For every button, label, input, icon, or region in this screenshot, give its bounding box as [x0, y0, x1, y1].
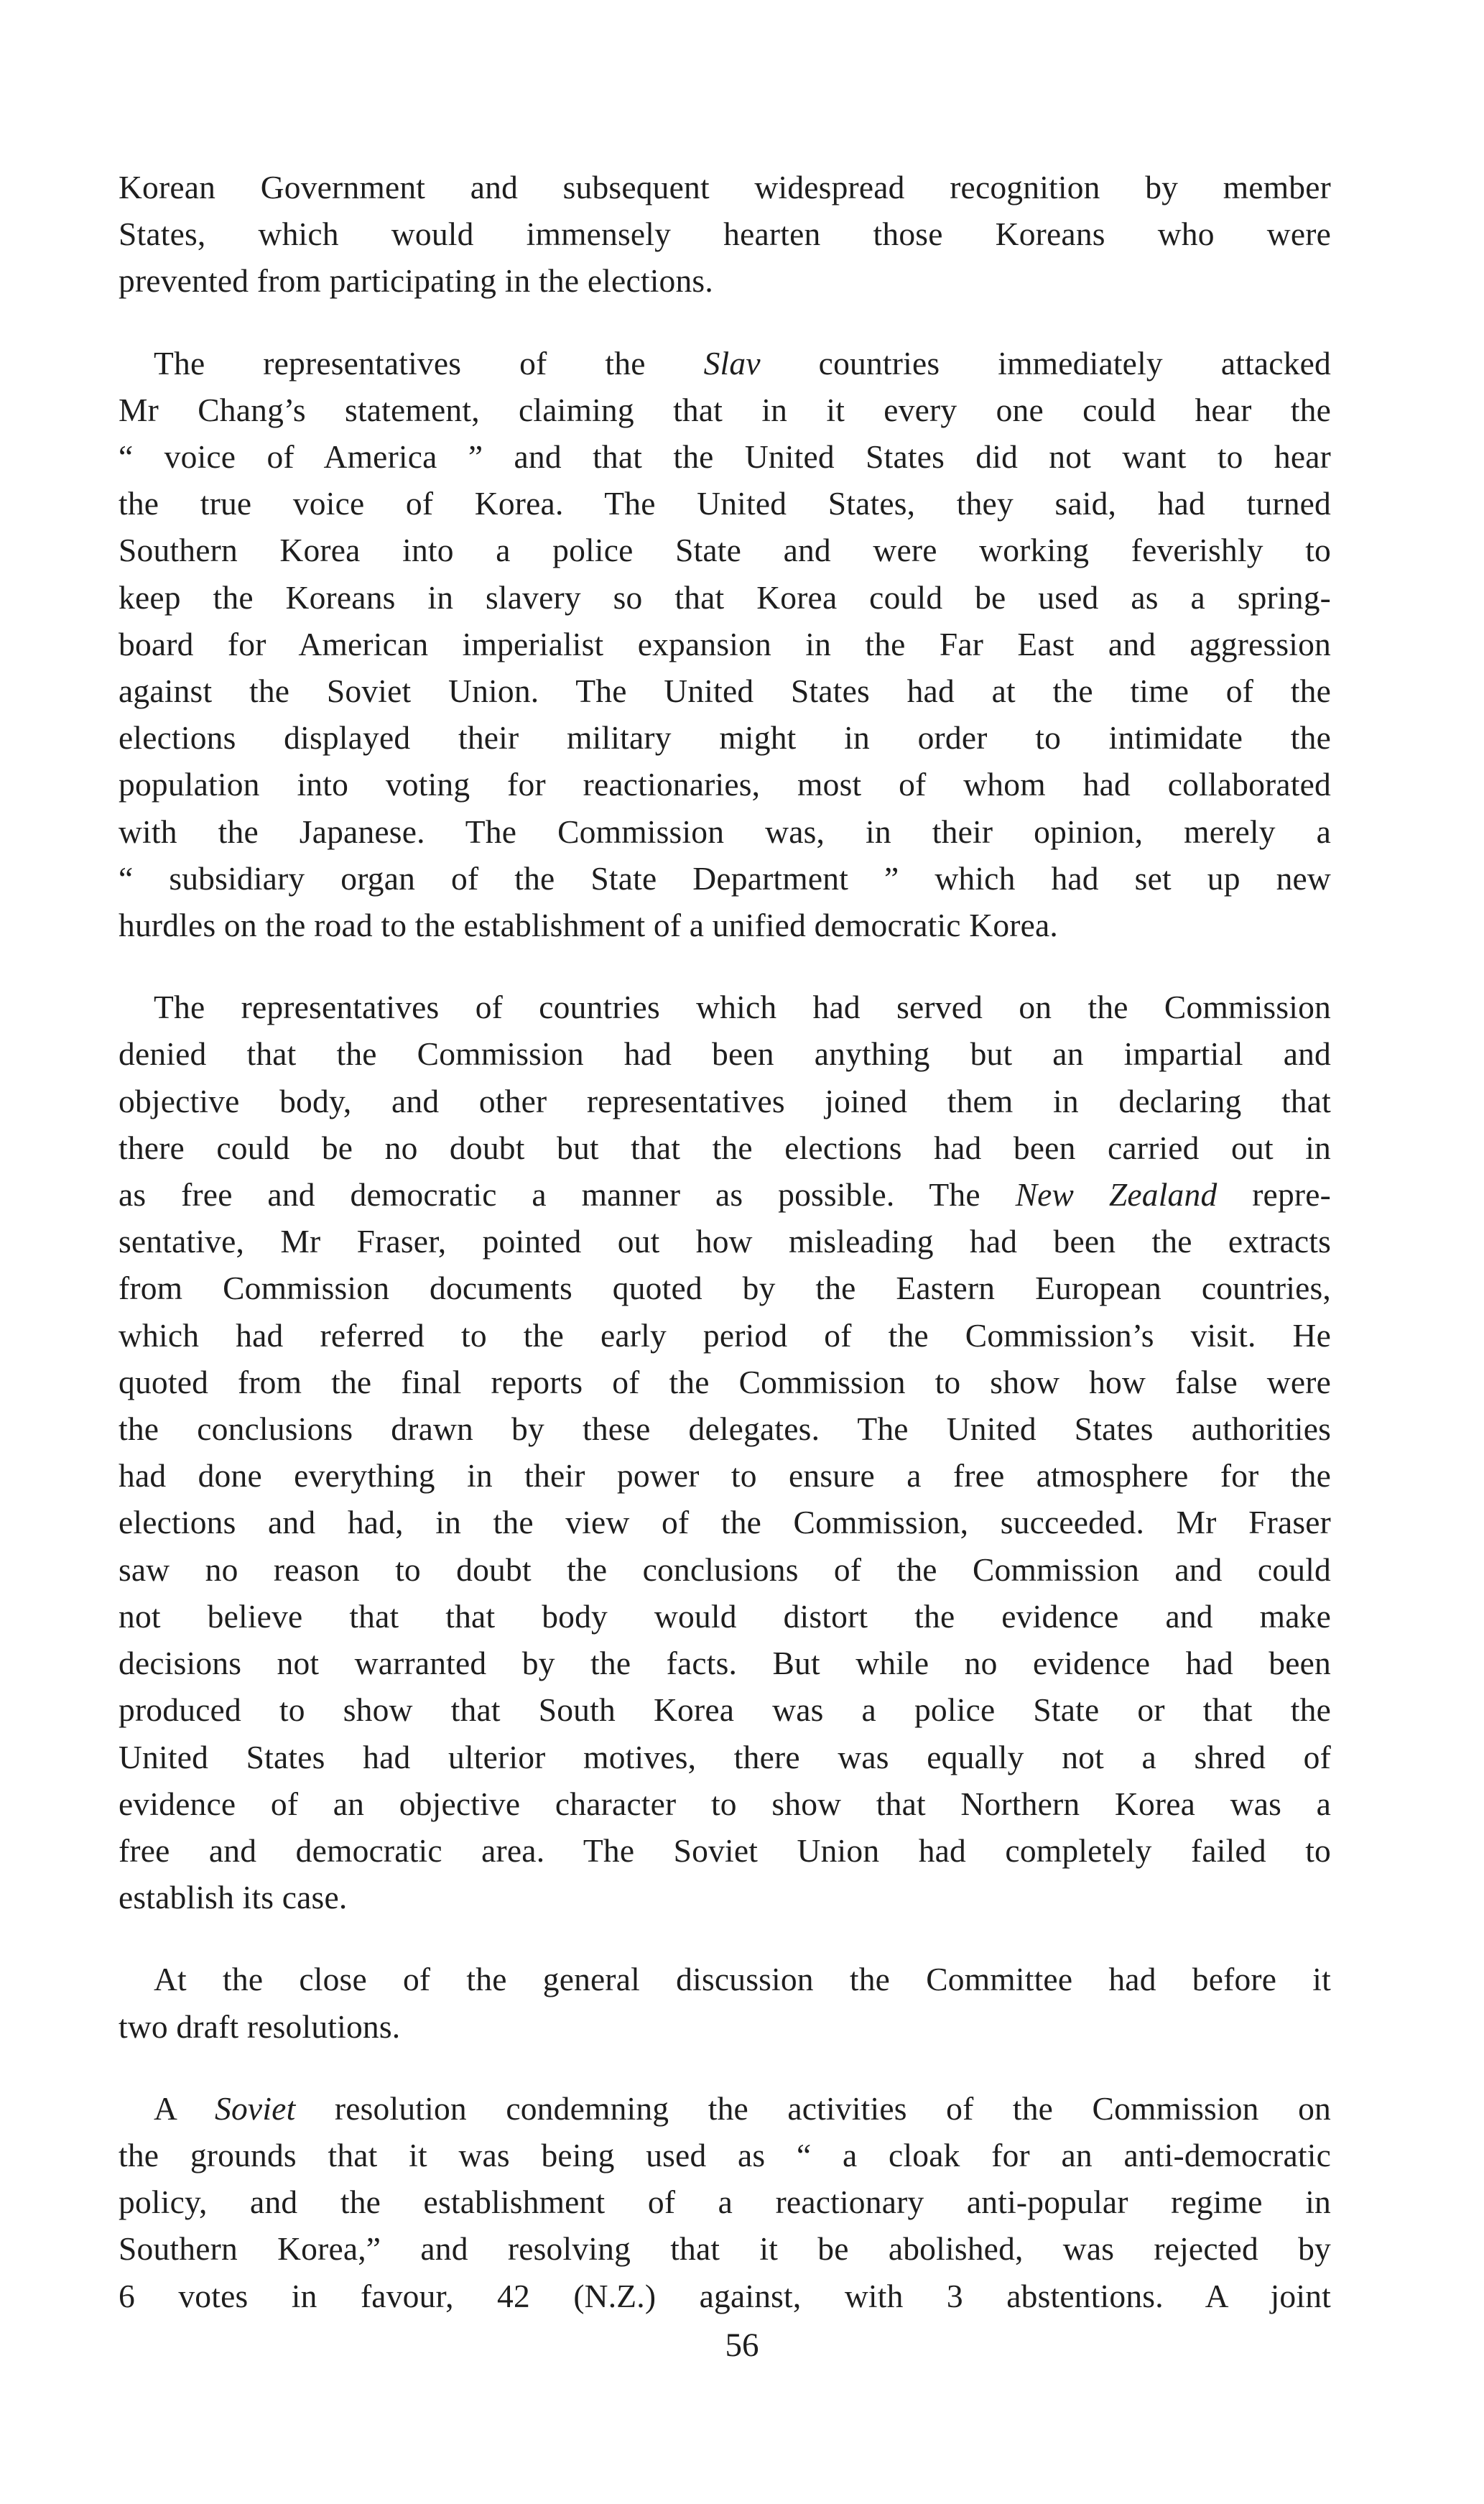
text-line: “ subsidiary organ of the State Department ” which had set up new: [119, 859, 1331, 897]
text-line: the conclusions drawn by these delegates. The United States authorities: [119, 1410, 1331, 1448]
paragraph-5: [119, 2085, 1331, 2319]
text-line: decisions not warranted by the facts. But while no evidence had been: [119, 1645, 1331, 1682]
paragraph-3: [119, 984, 1331, 1921]
text-line: Southern Korea into a police State and were working feverishly to: [119, 532, 1331, 569]
paragraph-4: [119, 1956, 1331, 2049]
text-line: quoted from the final reports of the Commission to show how false were: [119, 1363, 1331, 1400]
emphasis-new-zealand: New Zealand: [1015, 1176, 1218, 1214]
text-line: produced to show that South Korea was a police State or that the: [119, 1691, 1331, 1729]
text-line: United States had ulterior motives, there was equally not a shred of: [119, 1738, 1331, 1775]
text-line: The representatives of countries which had served on the Commission: [154, 989, 1331, 1026]
text-line: from Commission documents quoted by the Eastern European countries,: [119, 1270, 1331, 1307]
text-line: elections and had, in the view of the Commission, succeeded. Mr Fraser: [119, 1504, 1331, 1541]
text-line: sentative, Mr Fraser, pointed out how misleading had been the extracts: [119, 1223, 1331, 1260]
text-line: objective body, and other representatives joined them in declaring that: [119, 1082, 1331, 1119]
text-line: board for American imperialist expansion in the Far East and aggression: [119, 625, 1331, 662]
text-line: A Soviet resolution condemning the activities of the Commission on: [154, 2089, 1332, 2127]
text-line: policy, and the establishment of a reactionary anti-popular regime in: [119, 2184, 1331, 2221]
text-line: population into voting for reactionaries, most of whom had collaborated: [119, 766, 1331, 803]
text-line: which had referred to the early period of the Commission’s visit. He: [119, 1316, 1331, 1354]
text-line: At the close of the general discussion the Committee had before it: [154, 1961, 1331, 1998]
text-line: hurdles on the road to the establishment of a unified democratic Korea.: [119, 907, 1058, 944]
text-line: establish its case.: [119, 1879, 348, 1916]
paragraph-2: [119, 340, 1331, 949]
text-line: keep the Koreans in slavery so that Korea could be used as a spring-: [119, 578, 1331, 616]
text-line: denied that the Commission had been anything but an impartial and: [119, 1035, 1331, 1073]
text-line: 6 votes in favour, 42 (N.Z.) against, with 3 abstentions. A joint: [119, 2277, 1331, 2314]
text-line: evidence of an objective character to show that Northern Korea was a: [119, 1785, 1331, 1822]
paragraph-1: [119, 164, 1331, 305]
text-line: saw no reason to doubt the conclusions of the Commission and could: [119, 1551, 1331, 1588]
text-line: the true voice of Korea. The United States, they said, had turned: [119, 485, 1331, 522]
text-line: elections displayed their military might in order to intimidate the: [119, 719, 1331, 757]
text-line: not believe that that body would distort the evidence and make: [119, 1597, 1331, 1635]
text-line: The representatives of the Slav countries immediately attacked: [154, 344, 1332, 382]
text-line: had done everything in their power to ensure a free atmosphere for the: [119, 1457, 1331, 1494]
text-line: two draft resolutions.: [119, 2008, 401, 2045]
text-line: Mr Chang’s statement, claiming that in it every one could hear the: [119, 391, 1331, 428]
text-line: prevented from participating in the elections.: [119, 262, 713, 300]
text-line: States, which would immensely hearten those Koreans who were: [119, 216, 1331, 253]
text-line: against the Soviet Union. The United States had at the time of the: [119, 673, 1331, 710]
text-line: as free and democratic a manner as possible. The New Zealand repre-: [119, 1176, 1332, 1214]
page-number: 56: [725, 2327, 759, 2364]
text-line: with the Japanese. The Commission was, in their opinion, merely a: [119, 813, 1331, 850]
text-line: free and democratic area. The Soviet Union had completely failed to: [119, 1831, 1331, 1869]
text-line: “ voice of America ” and that the United States did not want to hear: [119, 438, 1331, 476]
emphasis-slav: Slav: [703, 344, 761, 382]
text-line: Korean Government and subsequent widespread recognition by member: [119, 169, 1331, 205]
emphasis-soviet: Soviet: [215, 2089, 296, 2127]
text-line: the grounds that it was being used as “ a cloak for an anti-democratic: [119, 2136, 1331, 2173]
text-line: there could be no doubt but that the elections had been carried out in: [119, 1129, 1331, 1166]
body-text: [119, 164, 1331, 2355]
text-line: Southern Korea,” and resolving that it be abolished, was rejected by: [119, 2230, 1331, 2268]
